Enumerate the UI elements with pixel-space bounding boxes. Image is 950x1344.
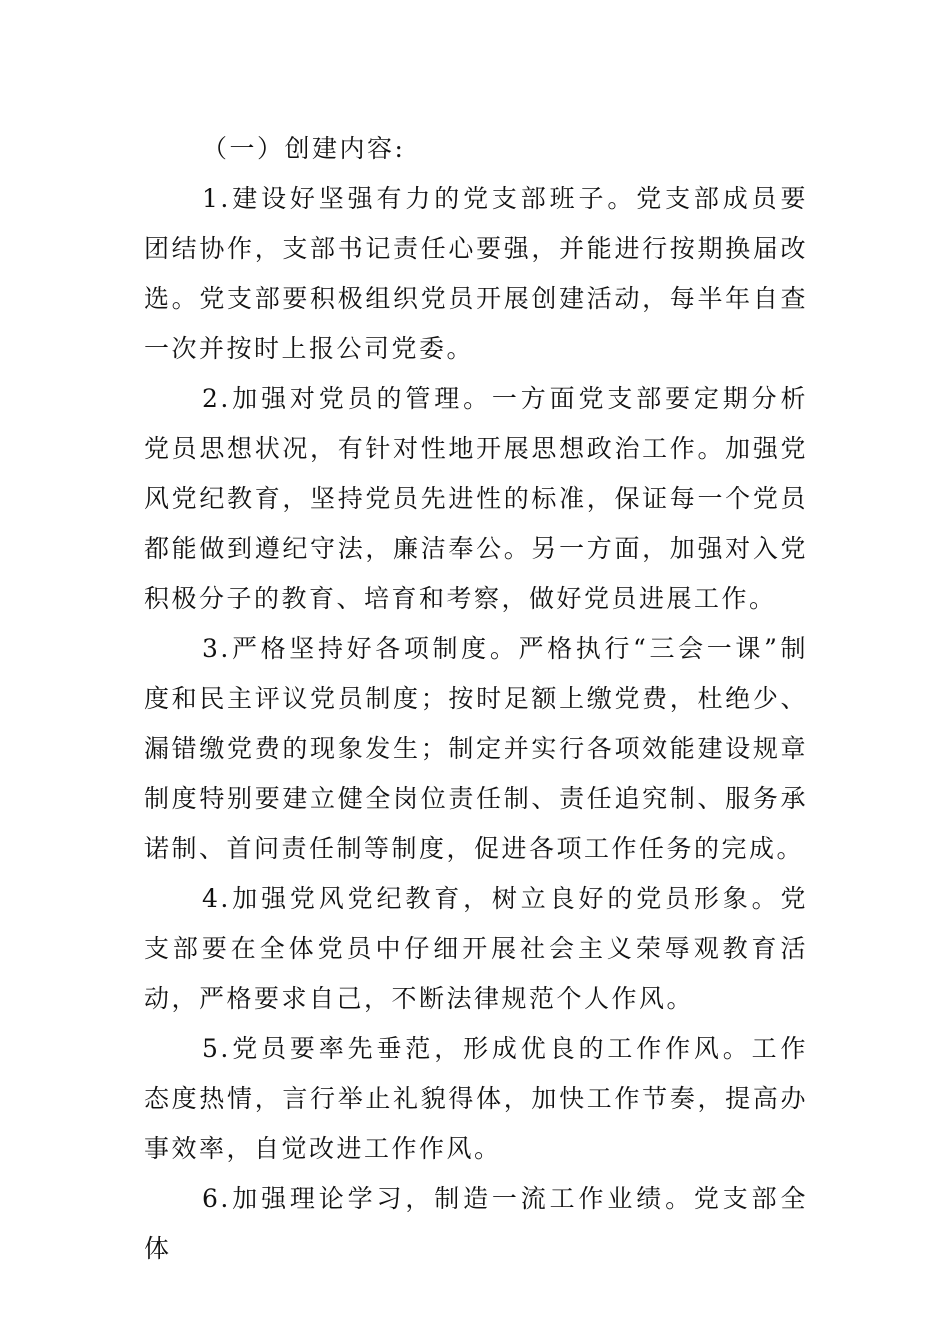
paragraph-4: 4.加强党风党纪教育，树立良好的党员形象。党支部要在全体党员中仔细开展社会主义荣辱观教育活动，严格要求自己，不断法律规范个人作风。 (144, 884, 808, 1013)
paragraph-2: 2.加强对党员的管理。一方面党支部要定期分析党员思想状况，有针对性地开展思想政治工作。加强党风党纪教育，坚持党员先进性的标准，保证每一个党员都能做到遵纪守法，廉洁奉公。另一方面，加强对入党积极分子的教育、培育和考察，做好党员进展工作。 (144, 384, 808, 613)
paragraph-3: 3.严格坚持好各项制度。严格执行“三会一课”制度和民主评议党员制度；按时足额上缴党费，杜绝少、漏错缴党费的现象发生；制定并实行各项效能建设规章制度特别要建立健全岗位责任制、责任追究制、服务承诺制、首问责任制等制度，促进各项工作任务的完成。 (144, 634, 808, 863)
paragraph-1: 1.建设好坚强有力的党支部班子。党支部成员要团结协作，支部书记责任心要强，并能进行按期换届改选。党支部要积极组织党员开展创建活动，每半年自查一次并按时上报公司党委。 (144, 184, 808, 363)
document-body (144, 124, 808, 1274)
section-heading: （一）创建内容: (202, 134, 406, 163)
paragraph-5: 5.党员要率先垂范，形成优良的工作作风。工作态度热情，言行举止礼貌得体，加快工作节奏，提高办事效率，自觉改进工作作风。 (144, 1034, 808, 1163)
paragraph-6: 6.加强理论学习，制造一流工作业绩。党支部全体 (144, 1184, 808, 1263)
